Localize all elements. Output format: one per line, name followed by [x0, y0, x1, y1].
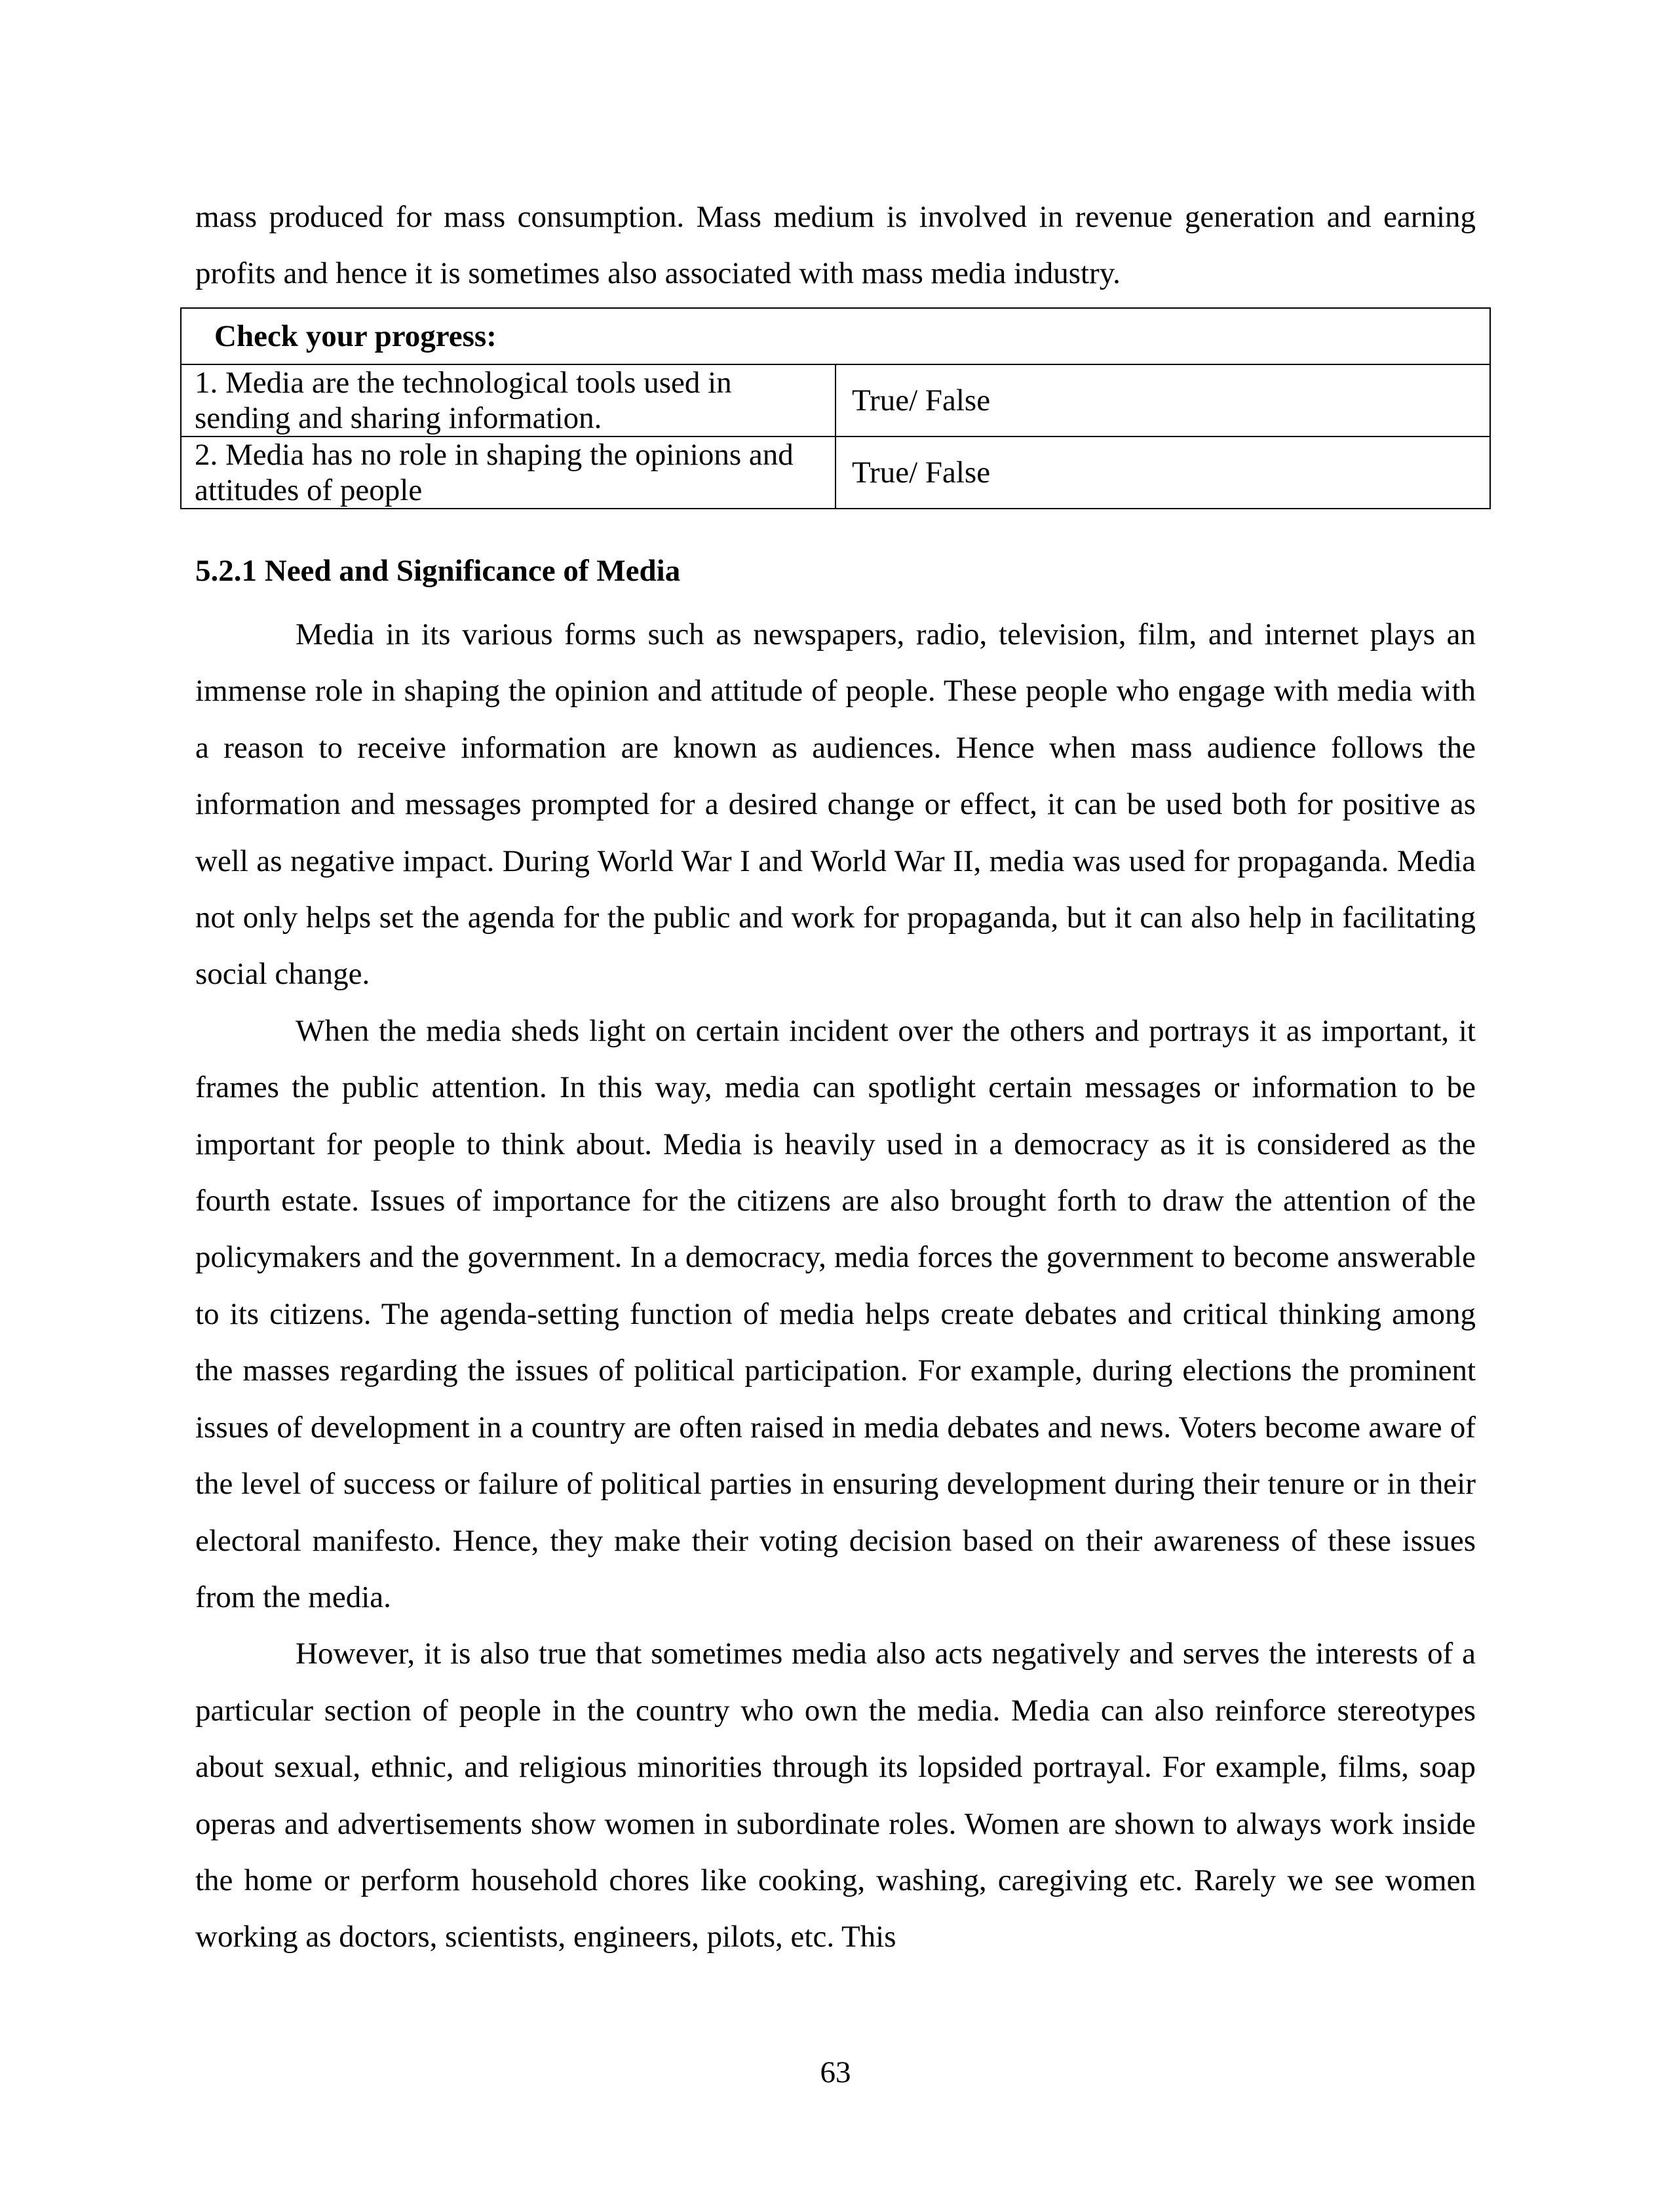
check-progress-table [180, 307, 1491, 509]
progress-answer-2: True/ False [836, 437, 1490, 509]
body-paragraph-3: However, it is also true that sometimes media also acts negatively and serves the interests of a particular section of people in the country who own the media. Media can also reinforce stereotypes about sexual, ethnic, and religious minorities through its lopsided portrayal. For example, films, soap operas and advertisements show women in subordinate roles. Women are shown to always work inside the home or perform household chores like cooking, washing, caregiving etc. Rarely we see women working as doctors, scientists, engineers, pilots, etc. This [195, 1637, 1476, 1954]
intro-paragraph: mass produced for mass consumption. Mass medium is involved in revenue generation and earning profits and hence it is sometimes also associated with mass media industry. [195, 200, 1476, 291]
progress-answer-1: True/ False [836, 364, 1490, 437]
body-paragraph-1: Media in its various forms such as newspapers, radio, television, film, and internet plays an immense role in shaping the opinion and attitude of people. These people who engage with media with a reason to receive information are known as audiences. Hence when mass audience follows the information and messages prompted for a desired change or effect, it can be used both for positive as well as negative impact. During World War I and World War II, media was used for propaganda. Media not only helps set the agenda for the public and work for propaganda, but it can also help in facilitating social change. [195, 617, 1476, 992]
table-row [181, 437, 1490, 509]
table-row [181, 364, 1490, 437]
body-paragraph-2: When the media sheds light on certain incident over the others and portrays it as important, it frames the public attention. In this way, media can spotlight certain messages or information to be important for people to think about. Media is heavily used in a democracy as it is considered as the fourth estate. Issues of importance for the citizens are also brought forth to draw the attention of the policymakers and the government. In a democracy, media forces the government to become answerable to its citizens. The agenda-setting function of media helps create debates and critical thinking among the masses regarding the issues of political participation. For example, during elections the prominent issues of development in a country are often raised in media debates and news. Voters become aware of the level of success or failure of political parties in ensuring development during their tenure or in their electoral manifesto. Hence, they make their voting decision based on their awareness of these issues from the media. [195, 1013, 1476, 1614]
progress-statement-2: 2. Media has no role in shaping the opinions and attitudes of people [181, 437, 836, 509]
section-heading: 5.2.1 Need and Significance of Media [195, 554, 681, 588]
intro-paragraph-block [195, 189, 1476, 302]
progress-statement-1: 1. Media are the technological tools used in sending and sharing information. [181, 364, 836, 437]
page-number: 63 [820, 2055, 851, 2089]
check-progress-header-row [181, 308, 1490, 364]
section-body [195, 606, 1476, 1966]
check-progress-heading: Check your progress: [181, 308, 1490, 364]
